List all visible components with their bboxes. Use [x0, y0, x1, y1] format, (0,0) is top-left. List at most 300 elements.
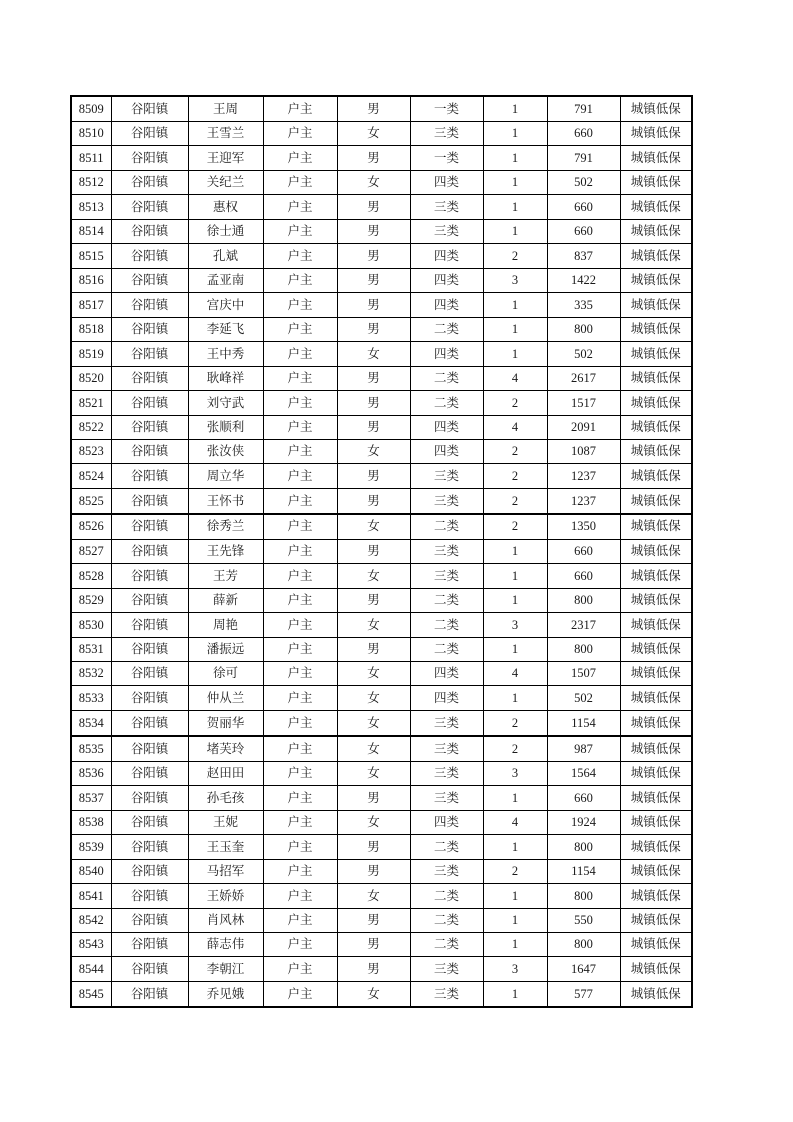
cell-count: 1: [483, 981, 547, 1007]
table-row: [71, 932, 692, 956]
cell-category: 四类: [410, 170, 483, 194]
cell-aid-type: 城镇低保: [620, 219, 692, 243]
table-row: [71, 859, 692, 883]
table-row: [71, 786, 692, 810]
cell-count: 3: [483, 957, 547, 981]
cell-gender: 女: [337, 810, 410, 834]
cell-town: 谷阳镇: [111, 170, 188, 194]
table-row: [71, 514, 692, 539]
cell-category: 三类: [410, 121, 483, 145]
cell-town: 谷阳镇: [111, 859, 188, 883]
cell-category: 三类: [410, 786, 483, 810]
cell-name: 王先锋: [188, 539, 263, 563]
cell-record-id: 8542: [71, 908, 111, 932]
cell-record-id: 8541: [71, 884, 111, 908]
cell-town: 谷阳镇: [111, 810, 188, 834]
cell-aid-type: 城镇低保: [620, 859, 692, 883]
cell-gender: 男: [337, 488, 410, 513]
cell-category: 二类: [410, 932, 483, 956]
cell-gender: 女: [337, 686, 410, 710]
cell-town: 谷阳镇: [111, 121, 188, 145]
cell-record-id: 8539: [71, 835, 111, 859]
table-row: [71, 957, 692, 981]
table-row: [71, 686, 692, 710]
cell-name: 赵田田: [188, 761, 263, 785]
cell-count: 2: [483, 736, 547, 761]
cell-name: 王芳: [188, 564, 263, 588]
cell-name: 王迎军: [188, 146, 263, 170]
cell-gender: 男: [337, 293, 410, 317]
cell-count: 4: [483, 662, 547, 686]
cell-record-id: 8540: [71, 859, 111, 883]
cell-aid-type: 城镇低保: [620, 539, 692, 563]
cell-record-id: 8511: [71, 146, 111, 170]
cell-relation: 户主: [263, 96, 337, 121]
cell-amount: 1507: [547, 662, 620, 686]
cell-town: 谷阳镇: [111, 488, 188, 513]
cell-gender: 女: [337, 662, 410, 686]
table-row: [71, 293, 692, 317]
table-row: [71, 539, 692, 563]
cell-town: 谷阳镇: [111, 514, 188, 539]
cell-count: 2: [483, 710, 547, 735]
cell-town: 谷阳镇: [111, 637, 188, 661]
cell-category: 二类: [410, 835, 483, 859]
cell-count: 1: [483, 146, 547, 170]
cell-relation: 户主: [263, 613, 337, 637]
cell-amount: 800: [547, 637, 620, 661]
cell-town: 谷阳镇: [111, 96, 188, 121]
cell-name: 孔斌: [188, 244, 263, 268]
cell-gender: 男: [337, 146, 410, 170]
cell-category: 三类: [410, 710, 483, 735]
cell-relation: 户主: [263, 219, 337, 243]
cell-count: 3: [483, 613, 547, 637]
cell-amount: 1154: [547, 859, 620, 883]
cell-name: 王中秀: [188, 342, 263, 366]
table-row: [71, 121, 692, 145]
cell-count: 1: [483, 539, 547, 563]
cell-category: 三类: [410, 539, 483, 563]
cell-aid-type: 城镇低保: [620, 170, 692, 194]
table-row: [71, 366, 692, 390]
table-row: [71, 244, 692, 268]
cell-record-id: 8517: [71, 293, 111, 317]
cell-record-id: 8509: [71, 96, 111, 121]
cell-record-id: 8535: [71, 736, 111, 761]
cell-record-id: 8513: [71, 195, 111, 219]
cell-relation: 户主: [263, 564, 337, 588]
cell-count: 2: [483, 488, 547, 513]
cell-aid-type: 城镇低保: [620, 268, 692, 292]
cell-aid-type: 城镇低保: [620, 662, 692, 686]
cell-aid-type: 城镇低保: [620, 588, 692, 612]
cell-aid-type: 城镇低保: [620, 391, 692, 415]
cell-relation: 户主: [263, 686, 337, 710]
cell-amount: 800: [547, 884, 620, 908]
cell-relation: 户主: [263, 464, 337, 488]
cell-amount: 660: [547, 195, 620, 219]
cell-aid-type: 城镇低保: [620, 564, 692, 588]
cell-relation: 户主: [263, 786, 337, 810]
cell-relation: 户主: [263, 859, 337, 883]
cell-town: 谷阳镇: [111, 588, 188, 612]
table-row: [71, 170, 692, 194]
cell-gender: 男: [337, 219, 410, 243]
cell-town: 谷阳镇: [111, 736, 188, 761]
cell-aid-type: 城镇低保: [620, 835, 692, 859]
table-row: [71, 613, 692, 637]
table-row: [71, 195, 692, 219]
cell-name: 潘振远: [188, 637, 263, 661]
cell-relation: 户主: [263, 637, 337, 661]
cell-record-id: 8531: [71, 637, 111, 661]
cell-count: 3: [483, 268, 547, 292]
cell-name: 王怀书: [188, 488, 263, 513]
cell-count: 2: [483, 464, 547, 488]
cell-record-id: 8519: [71, 342, 111, 366]
cell-amount: 577: [547, 981, 620, 1007]
cell-record-id: 8538: [71, 810, 111, 834]
cell-relation: 户主: [263, 146, 337, 170]
cell-amount: 502: [547, 170, 620, 194]
cell-gender: 女: [337, 514, 410, 539]
cell-relation: 户主: [263, 268, 337, 292]
cell-aid-type: 城镇低保: [620, 761, 692, 785]
cell-amount: 660: [547, 564, 620, 588]
cell-category: 三类: [410, 464, 483, 488]
cell-aid-type: 城镇低保: [620, 464, 692, 488]
cell-aid-type: 城镇低保: [620, 637, 692, 661]
cell-name: 马招军: [188, 859, 263, 883]
table-row: [71, 810, 692, 834]
cell-town: 谷阳镇: [111, 957, 188, 981]
cell-gender: 男: [337, 637, 410, 661]
cell-record-id: 8537: [71, 786, 111, 810]
cell-aid-type: 城镇低保: [620, 908, 692, 932]
cell-amount: 660: [547, 219, 620, 243]
cell-count: 1: [483, 637, 547, 661]
cell-aid-type: 城镇低保: [620, 514, 692, 539]
cell-category: 四类: [410, 293, 483, 317]
cell-count: 1: [483, 342, 547, 366]
cell-record-id: 8515: [71, 244, 111, 268]
cell-category: 三类: [410, 761, 483, 785]
cell-record-id: 8514: [71, 219, 111, 243]
cell-name: 耿峰祥: [188, 366, 263, 390]
cell-relation: 户主: [263, 195, 337, 219]
cell-gender: 男: [337, 539, 410, 563]
cell-count: 1: [483, 293, 547, 317]
cell-record-id: 8532: [71, 662, 111, 686]
cell-record-id: 8527: [71, 539, 111, 563]
cell-category: 二类: [410, 884, 483, 908]
cell-count: 1: [483, 835, 547, 859]
table-row: [71, 637, 692, 661]
cell-name: 王娇娇: [188, 884, 263, 908]
cell-relation: 户主: [263, 439, 337, 463]
cell-relation: 户主: [263, 884, 337, 908]
cell-aid-type: 城镇低保: [620, 244, 692, 268]
table-row: [71, 884, 692, 908]
cell-aid-type: 城镇低保: [620, 146, 692, 170]
table-row: [71, 219, 692, 243]
cell-name: 李朝江: [188, 957, 263, 981]
cell-category: 四类: [410, 268, 483, 292]
cell-count: 1: [483, 908, 547, 932]
cell-town: 谷阳镇: [111, 981, 188, 1007]
cell-amount: 660: [547, 786, 620, 810]
table-row: [71, 835, 692, 859]
cell-count: 1: [483, 932, 547, 956]
cell-gender: 男: [337, 415, 410, 439]
cell-amount: 2091: [547, 415, 620, 439]
cell-name: 王周: [188, 96, 263, 121]
cell-town: 谷阳镇: [111, 932, 188, 956]
cell-relation: 户主: [263, 293, 337, 317]
cell-name: 王雪兰: [188, 121, 263, 145]
cell-name: 徐士通: [188, 219, 263, 243]
cell-relation: 户主: [263, 981, 337, 1007]
table-row: [71, 464, 692, 488]
cell-category: 四类: [410, 342, 483, 366]
cell-relation: 户主: [263, 539, 337, 563]
cell-record-id: 8529: [71, 588, 111, 612]
cell-record-id: 8516: [71, 268, 111, 292]
cell-count: 1: [483, 121, 547, 145]
cell-category: 二类: [410, 317, 483, 341]
cell-category: 二类: [410, 908, 483, 932]
cell-town: 谷阳镇: [111, 366, 188, 390]
cell-aid-type: 城镇低保: [620, 415, 692, 439]
cell-record-id: 8510: [71, 121, 111, 145]
cell-category: 三类: [410, 195, 483, 219]
cell-category: 二类: [410, 514, 483, 539]
cell-town: 谷阳镇: [111, 884, 188, 908]
cell-gender: 女: [337, 710, 410, 735]
cell-gender: 男: [337, 786, 410, 810]
table-row: [71, 908, 692, 932]
cell-category: 二类: [410, 391, 483, 415]
cell-relation: 户主: [263, 514, 337, 539]
cell-amount: 660: [547, 121, 620, 145]
cell-gender: 女: [337, 564, 410, 588]
cell-aid-type: 城镇低保: [620, 121, 692, 145]
cell-record-id: 8520: [71, 366, 111, 390]
cell-relation: 户主: [263, 908, 337, 932]
cell-aid-type: 城镇低保: [620, 96, 692, 121]
cell-name: 肖风林: [188, 908, 263, 932]
cell-relation: 户主: [263, 488, 337, 513]
cell-amount: 1564: [547, 761, 620, 785]
cell-gender: 男: [337, 366, 410, 390]
cell-count: 1: [483, 195, 547, 219]
cell-name: 孙毛孩: [188, 786, 263, 810]
cell-amount: 1237: [547, 464, 620, 488]
cell-town: 谷阳镇: [111, 293, 188, 317]
cell-aid-type: 城镇低保: [620, 981, 692, 1007]
cell-count: 1: [483, 219, 547, 243]
cell-category: 三类: [410, 488, 483, 513]
cell-count: 1: [483, 317, 547, 341]
cell-amount: 502: [547, 686, 620, 710]
table-row: [71, 317, 692, 341]
cell-gender: 男: [337, 391, 410, 415]
cell-aid-type: 城镇低保: [620, 366, 692, 390]
cell-town: 谷阳镇: [111, 342, 188, 366]
cell-aid-type: 城镇低保: [620, 342, 692, 366]
cell-gender: 女: [337, 439, 410, 463]
cell-gender: 男: [337, 244, 410, 268]
cell-record-id: 8526: [71, 514, 111, 539]
cell-record-id: 8524: [71, 464, 111, 488]
cell-amount: 800: [547, 835, 620, 859]
cell-name: 周立华: [188, 464, 263, 488]
welfare-records-table: [70, 95, 693, 1008]
cell-relation: 户主: [263, 761, 337, 785]
table-body: [71, 96, 692, 1007]
table-row: [71, 710, 692, 735]
cell-aid-type: 城镇低保: [620, 317, 692, 341]
cell-amount: 2617: [547, 366, 620, 390]
cell-count: 2: [483, 859, 547, 883]
cell-category: 四类: [410, 810, 483, 834]
cell-gender: 女: [337, 736, 410, 761]
cell-name: 关纪兰: [188, 170, 263, 194]
cell-relation: 户主: [263, 810, 337, 834]
table-row: [71, 415, 692, 439]
cell-aid-type: 城镇低保: [620, 786, 692, 810]
cell-count: 1: [483, 564, 547, 588]
cell-name: 乔见娥: [188, 981, 263, 1007]
cell-gender: 女: [337, 884, 410, 908]
cell-town: 谷阳镇: [111, 908, 188, 932]
cell-amount: 791: [547, 146, 620, 170]
cell-town: 谷阳镇: [111, 662, 188, 686]
cell-town: 谷阳镇: [111, 415, 188, 439]
cell-count: 2: [483, 391, 547, 415]
cell-amount: 791: [547, 96, 620, 121]
cell-town: 谷阳镇: [111, 761, 188, 785]
cell-name: 李延飞: [188, 317, 263, 341]
cell-relation: 户主: [263, 366, 337, 390]
cell-town: 谷阳镇: [111, 317, 188, 341]
cell-gender: 男: [337, 268, 410, 292]
cell-relation: 户主: [263, 391, 337, 415]
cell-amount: 1087: [547, 439, 620, 463]
cell-relation: 户主: [263, 342, 337, 366]
cell-aid-type: 城镇低保: [620, 686, 692, 710]
cell-town: 谷阳镇: [111, 268, 188, 292]
cell-count: 2: [483, 439, 547, 463]
cell-gender: 女: [337, 121, 410, 145]
cell-relation: 户主: [263, 736, 337, 761]
cell-amount: 550: [547, 908, 620, 932]
cell-amount: 800: [547, 317, 620, 341]
cell-category: 一类: [410, 96, 483, 121]
cell-town: 谷阳镇: [111, 391, 188, 415]
cell-aid-type: 城镇低保: [620, 957, 692, 981]
cell-town: 谷阳镇: [111, 146, 188, 170]
cell-count: 1: [483, 96, 547, 121]
cell-relation: 户主: [263, 415, 337, 439]
cell-gender: 男: [337, 195, 410, 219]
cell-count: 3: [483, 761, 547, 785]
cell-relation: 户主: [263, 835, 337, 859]
table-row: [71, 981, 692, 1007]
cell-gender: 女: [337, 761, 410, 785]
cell-relation: 户主: [263, 244, 337, 268]
cell-relation: 户主: [263, 932, 337, 956]
cell-name: 王玉奎: [188, 835, 263, 859]
cell-count: 4: [483, 415, 547, 439]
cell-town: 谷阳镇: [111, 539, 188, 563]
cell-category: 三类: [410, 736, 483, 761]
cell-town: 谷阳镇: [111, 686, 188, 710]
cell-category: 四类: [410, 686, 483, 710]
cell-town: 谷阳镇: [111, 244, 188, 268]
cell-record-id: 8522: [71, 415, 111, 439]
cell-count: 4: [483, 366, 547, 390]
cell-relation: 户主: [263, 957, 337, 981]
cell-count: 1: [483, 686, 547, 710]
cell-town: 谷阳镇: [111, 219, 188, 243]
cell-aid-type: 城镇低保: [620, 439, 692, 463]
cell-count: 2: [483, 244, 547, 268]
cell-name: 王妮: [188, 810, 263, 834]
cell-name: 堵芙玲: [188, 736, 263, 761]
cell-count: 1: [483, 786, 547, 810]
cell-amount: 800: [547, 588, 620, 612]
cell-record-id: 8525: [71, 488, 111, 513]
cell-record-id: 8545: [71, 981, 111, 1007]
cell-category: 四类: [410, 415, 483, 439]
cell-count: 4: [483, 810, 547, 834]
table-row: [71, 588, 692, 612]
cell-gender: 男: [337, 957, 410, 981]
cell-name: 贺丽华: [188, 710, 263, 735]
cell-category: 一类: [410, 146, 483, 170]
table-row: [71, 564, 692, 588]
cell-record-id: 8536: [71, 761, 111, 785]
cell-gender: 男: [337, 588, 410, 612]
cell-aid-type: 城镇低保: [620, 613, 692, 637]
cell-category: 三类: [410, 859, 483, 883]
cell-aid-type: 城镇低保: [620, 293, 692, 317]
cell-category: 三类: [410, 564, 483, 588]
table-row: [71, 761, 692, 785]
cell-town: 谷阳镇: [111, 564, 188, 588]
cell-name: 薛志伟: [188, 932, 263, 956]
cell-town: 谷阳镇: [111, 195, 188, 219]
cell-relation: 户主: [263, 121, 337, 145]
cell-amount: 660: [547, 539, 620, 563]
cell-gender: 男: [337, 859, 410, 883]
cell-record-id: 8534: [71, 710, 111, 735]
cell-town: 谷阳镇: [111, 786, 188, 810]
cell-amount: 837: [547, 244, 620, 268]
cell-relation: 户主: [263, 317, 337, 341]
table-row: [71, 662, 692, 686]
cell-category: 四类: [410, 439, 483, 463]
cell-town: 谷阳镇: [111, 710, 188, 735]
cell-amount: 335: [547, 293, 620, 317]
cell-relation: 户主: [263, 170, 337, 194]
cell-record-id: 8523: [71, 439, 111, 463]
cell-aid-type: 城镇低保: [620, 195, 692, 219]
cell-gender: 男: [337, 464, 410, 488]
cell-amount: 1924: [547, 810, 620, 834]
